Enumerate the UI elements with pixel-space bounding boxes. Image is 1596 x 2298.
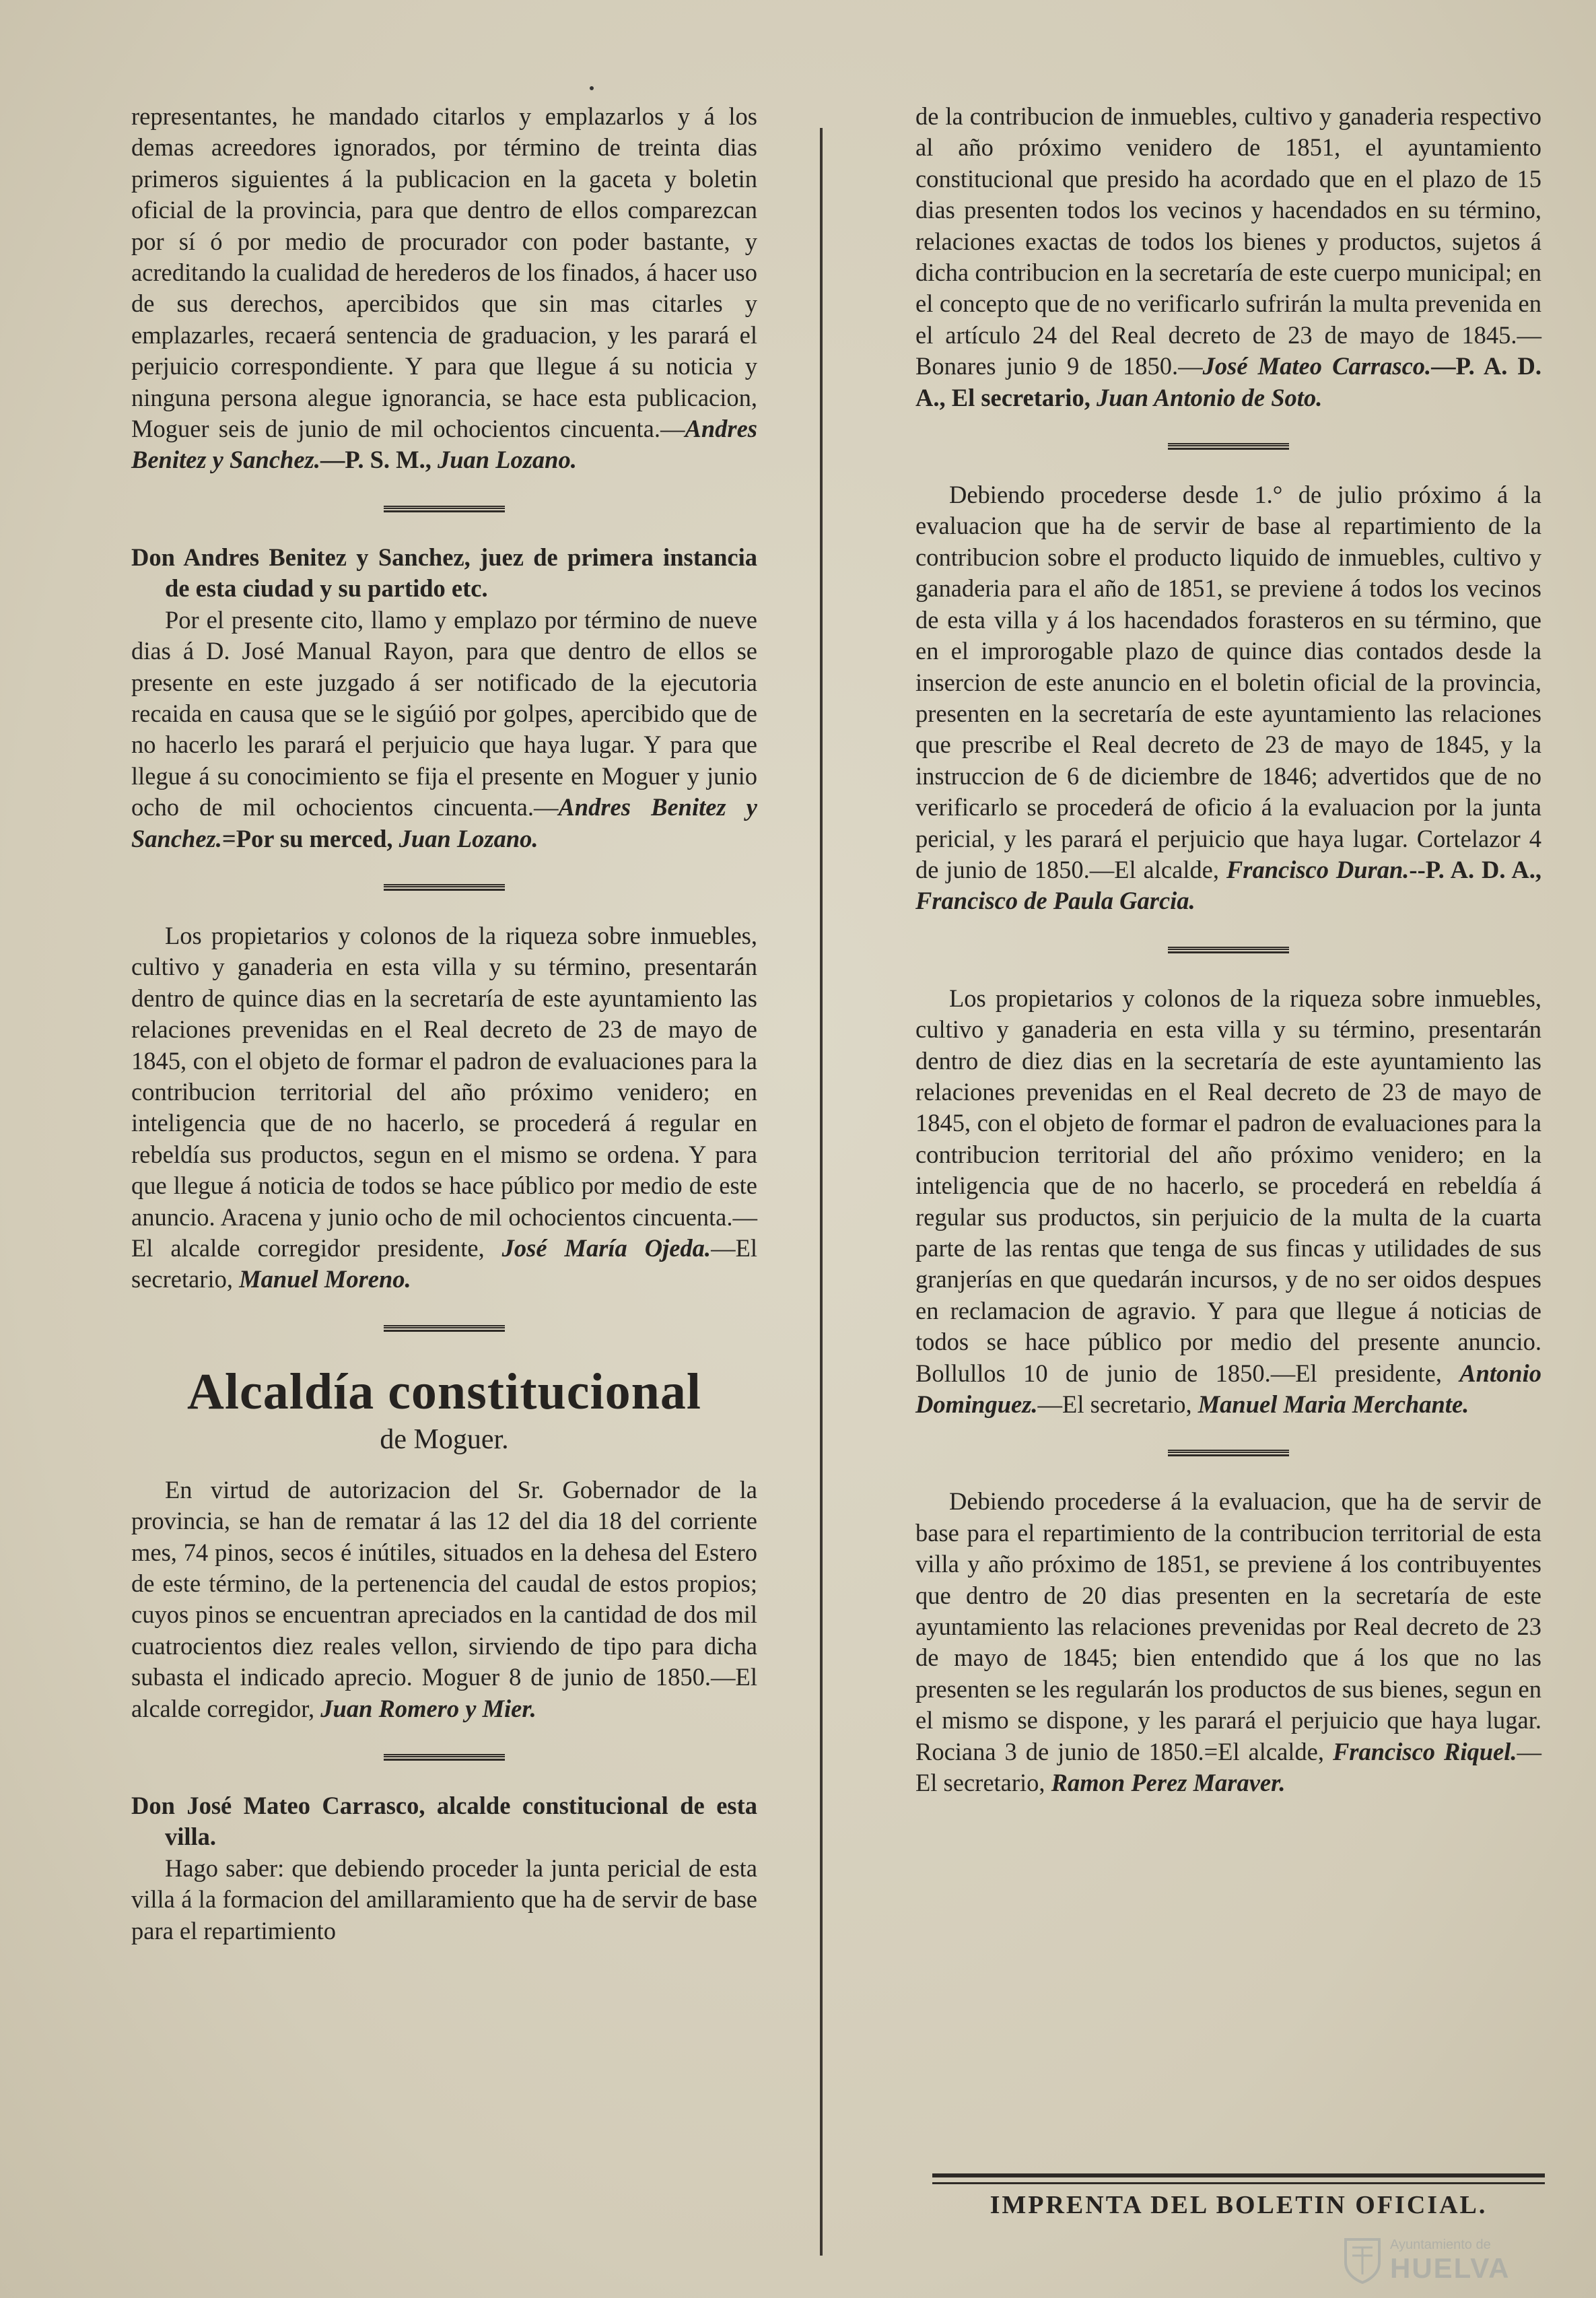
right-column	[915, 101, 1541, 1799]
left-column	[131, 101, 757, 1947]
notice-bonares-start: Hago saber: que debiendo proceder la junta pericial de esta villa á la formacion del amillaramiento que ha de servir de base para el repartimiento	[131, 1854, 757, 1945]
notice-heading: Don Andres Benitez y Sanchez, juez de primera instancia de esta ciudad y su partido etc.	[131, 543, 757, 603]
signature: José María Ojeda.	[501, 1234, 712, 1262]
separator-rule	[384, 1754, 505, 1761]
notice-aracena: Los propietarios y colonos de la riqueza sobre inmuebles, cultivo y ganaderia en esta villa y su término, presentarán dentro de quince dias en la secretaría de este ayuntamiento las relaciones prevenidas en el Real decreto de 23 de mayo de 1845, con el objeto de formar el padron de evaluaciones para la contribucion territorial del año próximo venidero; en inteligencia que de no hacerlo, se procederá á regular en rebeldía sus productos, segun en el mismo se ordena. Y para que llegue á noticia de todos se hace público por medio de este anuncio. Aracena y junio ocho de mil ochocientos cincuenta.—El alcalde corregidor presidente, José María Ojeda.—El secretario, Manuel Moreno.	[131, 921, 757, 1293]
signature: Andres Benitez y Sanchez.	[131, 793, 757, 852]
notice-heading: Don José Mateo Carrasco, alcalde constitucional de esta villa.	[131, 1792, 757, 1851]
notice-bonares-end: de la contribucion de inmuebles, cultivo y ganaderia respectivo al año próximo venidero de 1851, el ayuntamiento constitucional que presido ha acordado que en el plazo de 15 dias presenten todos los vecinos y hacendados en su término, relaciones exactas de todos los bienes y productos, sujetos á dicha contribucion en la secretaría de este cuerpo municipal; en el concepto que de no verificarlo sufrirán la multa prevenida en el artículo 24 del Real decreto de 23 de mayo de 1845.—Bonares junio 9 de 1850.—José Mateo Carrasco.—P. A. D. A., El secretario, Juan Antonio de Soto.	[915, 102, 1542, 411]
section-subheading: de Moguer.	[380, 1423, 509, 1455]
signature: Andres Benitez y Sanchez.	[131, 415, 757, 474]
watermark-line2: HUELVA	[1390, 2252, 1511, 2284]
signature: Juan Antonio de Soto.	[1096, 383, 1323, 411]
signature: Francisco de Paula Garcia.	[915, 887, 1195, 915]
watermark-line1: Ayuntamiento de	[1390, 2237, 1491, 2252]
separator-rule	[1168, 1450, 1289, 1456]
separator-rule	[384, 1325, 505, 1332]
signature: José Mateo Carrasco.	[1202, 352, 1432, 380]
notice-citation-heirs: representantes, he mandado citarlos y emplazarlos y á los demas acreedores ignorados, por término de treinta dias primeros siguientes á la publicacion en la gaceta y boletin oficial de la provincia, para que dentro de ellos comparezcan por sí ó por medio de procurador con poder bastante, y acreditando la cualidad de herederos de los finados, á hacer uso de sus derechos, apercibidos que sin mas citarles y emplazarles, recaerá sentencia de graduacion, y les parará el perjuicio correspondiente. Y para que llegue á su noticia y ninguna persona alegue ignorancia, se hace esta publicacion, Moguer seis de junio de mil ochocientos cincuenta.—Andres Benitez y Sanchez.—P. S. M., Juan Lozano.	[131, 102, 757, 474]
signature: Ramon Perez Maraver.	[1051, 1769, 1286, 1797]
signature: Juan Romero y Mier.	[320, 1694, 536, 1722]
signature: Manuel Moreno.	[239, 1265, 411, 1293]
section-heading: Alcaldía constitucional	[186, 1363, 702, 1420]
footer-rule	[932, 2173, 1545, 2184]
signature: Antonio Dominguez.	[915, 1359, 1541, 1419]
notice-rociana: Debiendo procederse á la evaluacion, que ha de servir de base para el repartimiento de la contribucion territorial de esta villa y año próximo de 1851, se previene á los contribuyentes que dentro de 20 dias presenten en la secretaría de este ayuntamiento las relaciones prevenidas por Real decreto de 23 de mayo de 1845; bien entendido que á los que no las presenten se les regularán los productos de sus bienes, segun en el mismo se dispone, y les parará el perjuicio que haya lugar. Rociana 3 de junio de 1850.=El alcalde, Francisco Riquel.—El secretario, Ramon Perez Maraver.	[915, 1487, 1541, 1797]
signature: Manuel Maria Merchante.	[1198, 1390, 1469, 1419]
printer-imprint: IMPRENTA DEL BOLETIN OFICIAL.	[990, 2191, 1488, 2219]
column-divider	[820, 128, 823, 2256]
print-mark	[590, 86, 594, 90]
archive-watermark	[1343, 2234, 1558, 2288]
signature: Francisco Duran.	[1226, 855, 1410, 883]
notice-summons: Por el presente cito, llamo y emplazo por término de nueve dias á D. José Manual Rayon, para que dentro de ellos se presente en este juzgado á ser notificado de la ejecutoria recaida en causa que se le sigúió por golpes, apercibido que de no hacerlo les parará el perjuicio que haya lugar. Y para que llegue á su conocimiento se fija el presente en Moguer y junio ocho de mil ochocientos cincuenta.—Andres Benitez y Sanchez.=Por su merced, Juan Lozano.	[131, 605, 757, 852]
notice-auction-pines: En virtud de autorizacion del Sr. Gobernador de la provincia, se han de rematar á las 12 del dia 18 del corriente mes, 74 pinos, secos é inútiles, situados en la dehesa del Estero de este término, de la pertenencia del caudal de estos propios; cuyos pinos se encuentran apreciados en la cantidad de dos mil cuatrocientos diez reales vellon, sirviendo de tipo para dicha subasta el indicado aprecio. Moguer 8 de junio de 1850.—El alcalde corregidor, Juan Romero y Mier.	[131, 1475, 757, 1722]
notice-bollullos: Los propietarios y colonos de la riqueza sobre inmuebles, cultivo y ganaderia en esta villa y su término, presentarán dentro de diez dias en la secretaría de este ayuntamiento las relaciones prevenidas en el Real decreto de 23 de mayo de 1845, con el objeto de formar el padron de evaluaciones para la contribucion territorial del año próximo venidero; en la inteligencia que de no hacerlo, se procederá en rebeldía á regular sus productos, sin perjuicio de la multa de la cuarta parte de las rentas que tenga de sus fincas y utilidades de sus granjerías en que quedarán incursos, y de no ser oidos despues en reclamacion de agravio. Y para que llegue á noticias de todos se hace público por medio del presente anuncio. Bollullos 10 de junio de 1850.—El presidente, Antonio Dominguez.—El secretario, Manuel Maria Merchante.	[915, 984, 1541, 1419]
separator-rule	[1168, 947, 1289, 953]
separator-rule	[384, 506, 505, 512]
notice-cortelazor: Debiendo procederse desde 1.° de julio próximo á la evaluacion que ha de servir de base al repartimiento de la contribucion sobre el producto liquido de inmuebles, cultivo y ganaderia para el año de 1851, se previene á todos los vecinos de esta villa y á los hacendados forasteros en su término, que en el improrogable plazo de quince dias contados desde la insercion de este anuncio en el boletin oficial de la provincia, presenten en la secretaría de este ayuntamiento las relaciones que prescribe el Real decreto de 23 de mayo de 1845, y la instruccion de 6 de diciembre de 1846; advertidos que de no verificarlo se procederá de oficio á la evaluacion por la junta pericial, y les parará el perjuicio que haya lugar. Cortelazor 4 de junio de 1850.—El alcalde, Francisco Duran.--P. A. D. A., Francisco de Paula Garcia.	[915, 481, 1542, 915]
signature: Juan Lozano.	[398, 824, 539, 852]
separator-rule	[384, 884, 505, 891]
coat-of-arms-icon	[1343, 2237, 1382, 2284]
separator-rule	[1168, 443, 1289, 450]
signature: Francisco Riquel.	[1332, 1737, 1517, 1765]
signature: Juan Lozano.	[437, 446, 577, 474]
